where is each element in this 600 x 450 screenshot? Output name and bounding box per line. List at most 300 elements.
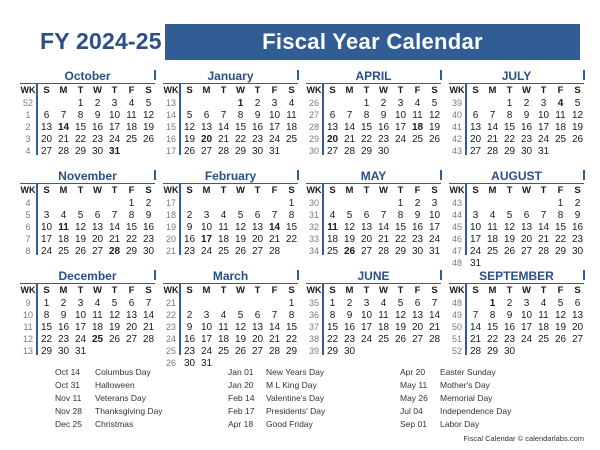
day-cell: 22 [40,334,53,345]
weekday-label: T [220,285,227,296]
day-cell: 6 [254,210,261,221]
day-cell: 12 [108,310,121,321]
week-number: 39 [451,98,462,108]
week-number: 34 [308,246,319,256]
day-cell: 15 [554,222,567,233]
day-cell: 28 [377,246,390,257]
week-column-label: WK [20,85,36,95]
week-number: 32 [308,222,319,232]
day-cell: 4 [489,210,496,221]
day-cell: 31 [428,246,441,257]
week-number: 24 [165,334,176,344]
weekday-label: S [472,85,479,96]
day-cell: 9 [254,110,261,121]
day-cell: 4 [94,298,101,309]
month-divider [163,183,298,184]
day-cell: 1 [397,198,404,209]
day-cell: 16 [571,222,584,233]
holiday-date: Jan 01 [228,367,254,377]
day-cell: 14 [537,222,550,233]
weekday-label: M [488,185,497,196]
week-column-label: WK [163,85,179,95]
month-title: March [212,269,249,283]
holiday-name: Easter Sunday [440,367,496,377]
week-column-label: WK [449,85,465,95]
day-cell: 12 [183,122,196,133]
day-cell: 5 [397,298,404,309]
weekday-label: M [488,85,497,96]
day-cell: 5 [237,310,244,321]
day-cell: 1 [557,198,564,209]
day-cell: 25 [326,246,339,257]
day-cell: 5 [557,298,564,309]
day-cell: 20 [326,134,339,145]
day-cell: 20 [251,334,264,345]
day-cell: 8 [77,110,84,121]
day-cell: 10 [74,310,87,321]
day-cell: 9 [506,310,513,321]
month-corner-rule [297,170,299,180]
day-cell: 23 [377,134,390,145]
weekday-label: F [128,85,135,96]
day-cell: 20 [571,322,584,333]
holiday-date: Oct 31 [55,380,81,390]
month-corner-rule [440,270,442,280]
day-cell: 23 [183,246,196,257]
day-cell: 1 [489,298,496,309]
day-cell: 24 [40,246,53,257]
week-number: 29 [308,134,319,144]
day-cell: 24 [469,246,482,257]
day-cell: 2 [523,98,530,109]
day-cell: 3 [43,210,50,221]
day-cell: 7 [111,210,118,221]
weekday-label: F [271,285,278,296]
weekday-label: W [379,185,388,196]
day-cell: 4 [540,298,547,309]
week-number: 22 [165,310,176,320]
day-cell: 3 [540,98,547,109]
day-cell: 8 [288,310,295,321]
month-title: February [204,169,257,183]
holiday-column [400,366,511,431]
day-cell: 17 [520,322,533,333]
day-cell: 27 [469,146,482,157]
day-cell: 3 [431,198,438,209]
day-cell: 4 [414,98,421,109]
day-cell: 29 [394,246,407,257]
holiday-date: Apr 18 [228,419,254,429]
day-cell: 26 [142,134,155,145]
month-divider [449,283,584,284]
day-cell: 1 [128,198,135,209]
weekday-label: S [186,285,193,296]
day-cell: 27 [91,246,104,257]
week-number: 46 [451,234,462,244]
day-cell: 9 [186,322,193,333]
day-cell: 21 [217,134,230,145]
day-cell: 6 [203,110,210,121]
day-cell: 24 [200,346,213,357]
day-cell: 13 [326,122,339,133]
day-cell: 10 [360,310,373,321]
day-cell: 31 [469,258,482,269]
day-cell: 30 [142,246,155,257]
holiday-item [228,405,325,418]
day-cell: 30 [520,146,533,157]
weekday-label: S [43,285,50,296]
day-cell: 12 [234,322,247,333]
day-cell: 25 [285,134,298,145]
day-cell: 28 [486,146,499,157]
day-cell: 11 [218,222,229,233]
weekday-label: F [414,285,421,296]
weekday-label: S [574,185,581,196]
day-cell: 11 [218,322,229,333]
day-cell: 8 [489,310,496,321]
day-cell: 17 [74,322,87,333]
day-cell: 13 [125,310,138,321]
day-cell: 2 [380,98,387,109]
day-cell: 14 [268,222,281,233]
day-cell: 25 [57,246,70,257]
week-number: 15 [165,122,176,132]
day-cell: 15 [40,322,53,333]
day-cell: 10 [537,110,550,121]
day-cell: 5 [574,98,581,109]
week-number: 48 [451,298,462,308]
day-cell: 23 [251,134,264,145]
day-cell: 28 [108,246,121,257]
day-cell: 29 [486,346,499,357]
day-cell: 21 [428,322,441,333]
week-number: 16 [165,134,176,144]
week-number: 43 [451,146,462,156]
day-cell: 3 [111,98,118,109]
day-cell: 7 [271,310,278,321]
weekday-label: S [431,85,438,96]
week-number: 13 [22,346,33,356]
day-cell: 22 [234,134,247,145]
day-cell: 2 [254,98,261,109]
weekday-label: S [288,285,295,296]
holiday-date: Nov 11 [55,393,82,403]
day-cell: 30 [57,346,70,357]
day-cell: 31 [537,146,550,157]
day-cell: 19 [142,122,155,133]
holiday-date: Jul 04 [400,406,423,416]
day-cell: 11 [487,222,498,233]
week-number: 17 [165,198,176,208]
day-cell: 19 [74,234,87,245]
day-cell: 16 [411,222,424,233]
day-cell: 28 [268,346,281,357]
calendar-title-banner [165,24,580,60]
month-title: MAY [360,169,387,183]
week-number: 37 [308,322,319,332]
day-cell: 10 [108,110,121,121]
holiday-date: Jan 20 [228,380,254,390]
day-cell: 9 [60,310,67,321]
weekday-label: M [488,285,497,296]
holiday-name: Veterans Day [95,393,147,403]
day-cell: 16 [251,122,264,133]
week-number: 8 [25,246,31,256]
day-cell: 18 [377,322,390,333]
day-cell: 16 [377,122,390,133]
weekday-label: F [414,185,421,196]
weekday-label: W [93,185,102,196]
holiday-date: Nov 28 [55,406,82,416]
day-cell: 25 [217,346,230,357]
holiday-item [228,366,325,379]
week-number: 19 [165,222,176,232]
month-divider [20,83,155,84]
day-cell: 15 [360,122,373,133]
day-cell: 26 [74,246,87,257]
day-cell: 8 [557,210,564,221]
day-cell: 4 [128,98,135,109]
week-column-label: WK [163,185,179,195]
month-corner-rule [154,70,156,80]
day-cell: 7 [145,298,152,309]
holiday-name: Valentine's Day [266,393,325,403]
week-number: 11 [23,322,33,332]
month-august [449,169,584,269]
week-number: 10 [22,310,33,320]
month-divider [449,83,584,84]
holiday-item [55,379,163,392]
day-cell: 18 [217,334,230,345]
holiday-name: Christmas [95,419,134,429]
day-cell: 23 [571,234,584,245]
week-number: 17 [165,146,176,156]
day-cell: 27 [571,334,584,345]
day-cell: 15 [234,122,247,133]
day-cell: 23 [183,346,196,357]
week-number: 45 [451,222,462,232]
day-cell: 12 [554,310,567,321]
weekday-label: W [379,285,388,296]
day-cell: 17 [394,122,407,133]
weekday-label: S [329,185,336,196]
day-cell: 12 [503,222,516,233]
weekday-label: M [59,185,68,196]
month-title: January [207,69,254,83]
day-cell: 24 [394,134,407,145]
day-cell: 25 [554,134,567,145]
day-cell: 26 [234,346,247,357]
holiday-item [228,418,325,431]
day-cell: 23 [142,234,155,245]
holiday-item [55,366,163,379]
holiday-name: Presidents' Day [266,406,326,416]
month-corner-rule [583,170,585,180]
day-cell: 17 [268,122,281,133]
day-cell: 9 [94,110,101,121]
day-cell: 1 [329,298,336,309]
holiday-date: May 11 [400,380,428,390]
day-cell: 13 [520,222,533,233]
month-divider [163,283,298,284]
day-cell: 5 [145,98,152,109]
day-cell: 8 [329,310,336,321]
day-cell: 10 [200,322,213,333]
weekday-label: T [506,285,513,296]
week-number: 2 [25,122,31,132]
weekday-label: S [43,185,50,196]
day-cell: 25 [217,246,230,257]
week-number: 41 [451,122,462,132]
weekday-label: S [431,285,438,296]
day-cell: 11 [327,222,338,233]
day-cell: 22 [394,234,407,245]
holiday-item [55,405,163,418]
month-march [163,269,298,369]
week-number: 14 [165,110,176,120]
weekday-label: T [397,185,404,196]
week-number: 7 [25,234,31,244]
weekday-label: M [59,85,68,96]
month-divider [20,183,155,184]
weekday-label: S [431,185,438,196]
holiday-column [55,366,163,431]
day-cell: 11 [58,222,69,233]
week-number: 26 [308,98,319,108]
day-cell: 24 [520,334,533,345]
day-cell: 11 [126,110,137,121]
week-number: 26 [165,358,176,368]
day-cell: 6 [523,210,530,221]
day-cell: 19 [234,334,247,345]
day-cell: 30 [91,146,104,157]
month-april [306,70,441,165]
week-number: 33 [308,234,319,244]
day-cell: 9 [145,210,152,221]
weekday-label: T [77,285,84,296]
day-cell: 10 [200,222,213,233]
weekday-label: F [557,85,564,96]
day-cell: 6 [128,298,135,309]
day-cell: 16 [142,222,155,233]
day-cell: 9 [574,210,581,221]
day-cell: 29 [554,246,567,257]
week-number: 36 [308,310,319,320]
day-cell: 1 [77,98,84,109]
holiday-name: M L King Day [266,380,317,390]
day-cell: 17 [108,122,121,133]
day-cell: 28 [469,346,482,357]
day-cell: 20 [251,234,264,245]
day-cell: 8 [43,310,50,321]
day-cell: 7 [431,298,438,309]
day-cell: 29 [125,246,138,257]
weekday-label: T [540,185,547,196]
week-number: 39 [308,346,319,356]
day-cell: 5 [506,210,513,221]
day-cell: 21 [537,234,550,245]
week-number: 4 [25,198,31,208]
day-cell: 14 [469,322,482,333]
day-cell: 7 [220,110,227,121]
day-cell: 28 [57,146,70,157]
day-cell: 15 [74,122,87,133]
week-column-label: WK [20,285,36,295]
day-cell: 20 [360,234,373,245]
week-number: 52 [451,346,462,356]
holiday-item [400,405,511,418]
day-cell: 24 [200,246,213,257]
day-cell: 28 [343,146,356,157]
weekday-label: W [236,285,245,296]
day-cell: 19 [108,322,121,333]
day-cell: 3 [363,298,370,309]
week-number: 52 [22,98,33,108]
week-number: 47 [451,246,462,256]
day-cell: 10 [520,310,533,321]
day-cell: 26 [394,334,407,345]
day-cell: 2 [346,298,353,309]
week-number: 30 [308,198,319,208]
day-cell: 19 [183,134,196,145]
week-column-label: WK [306,85,322,95]
month-divider [306,83,441,84]
weekday-label: T [220,85,227,96]
day-cell: 22 [360,134,373,145]
weekday-label: F [414,85,421,96]
month-january [163,70,298,165]
day-cell: 19 [343,234,356,245]
holiday-name: Thanksgiving Day [95,406,163,416]
day-cell: 25 [91,334,104,345]
day-cell: 7 [489,110,496,121]
day-cell: 14 [486,122,499,133]
week-number: 4 [25,146,31,156]
day-cell: 31 [200,358,213,369]
day-cell: 27 [251,246,264,257]
weekday-label: S [288,85,295,96]
day-cell: 17 [40,234,53,245]
day-cell: 14 [343,122,356,133]
calendar-title: Fiscal Year Calendar [262,29,483,54]
day-cell: 13 [251,322,264,333]
weekday-label: M [202,185,211,196]
weekday-label: W [236,85,245,96]
holiday-column [228,366,325,431]
day-cell: 24 [268,134,281,145]
day-cell: 19 [394,322,407,333]
weekday-label: S [574,85,581,96]
day-cell: 8 [128,210,135,221]
day-cell: 10 [40,222,53,233]
holiday-item [55,418,163,431]
day-cell: 21 [268,334,281,345]
day-cell: 14 [428,310,441,321]
day-cell: 24 [74,334,87,345]
weekday-label: S [145,285,152,296]
day-cell: 6 [574,298,581,309]
day-cell: 8 [397,210,404,221]
week-number: 1 [25,110,31,120]
weekday-label: M [345,185,354,196]
day-cell: 23 [57,334,70,345]
day-cell: 2 [574,198,581,209]
day-cell: 3 [472,210,479,221]
weekday-label: S [472,285,479,296]
day-cell: 5 [237,210,244,221]
day-cell: 6 [472,110,479,121]
day-cell: 30 [343,346,356,357]
